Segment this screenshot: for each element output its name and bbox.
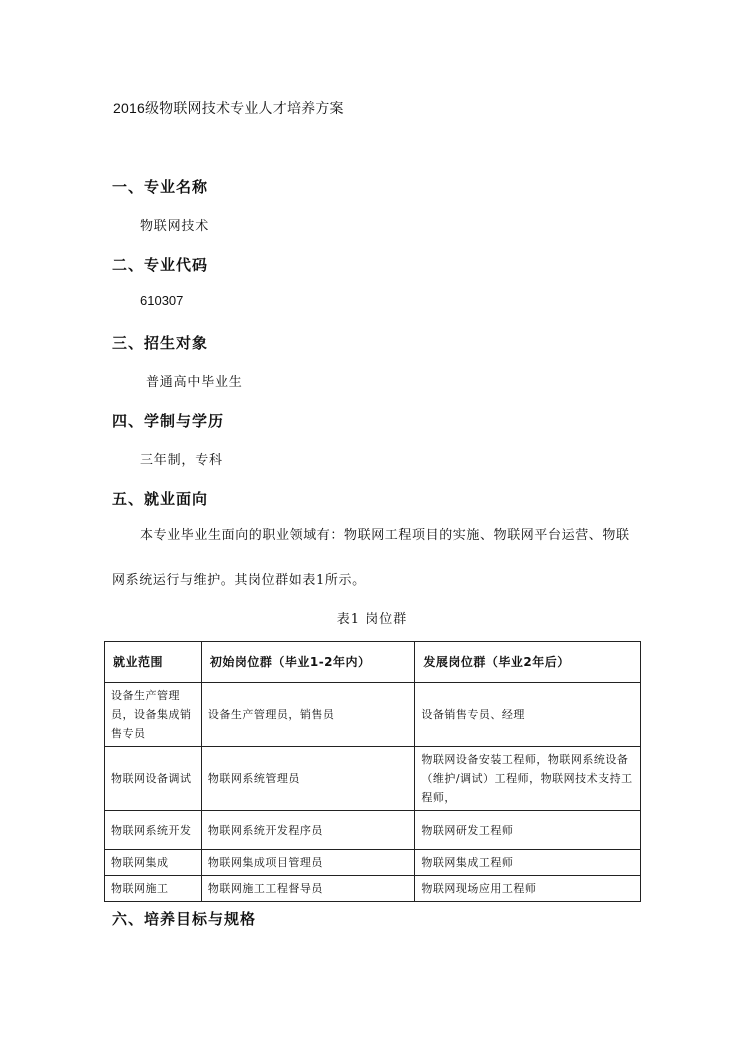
table-cell: 物联网现场应用工程师 — [415, 876, 641, 902]
section-heading-enrollment: 三、招生对象 — [112, 334, 209, 352]
table-cell: 物联网设备调试 — [105, 747, 202, 811]
table-row — [105, 811, 641, 850]
major-name-text: 物联网技术 — [140, 219, 210, 234]
table-cell: 物联网系统开发程序员 — [201, 811, 415, 850]
enrollment-text: 普通高中毕业生 — [146, 375, 243, 390]
table-cell: 设备生产管理员，销售员 — [201, 683, 415, 747]
table-row — [105, 876, 641, 902]
table-row — [105, 850, 641, 876]
job-group-table — [104, 641, 641, 902]
header-development-positions: 发展岗位群（毕业2年后） — [415, 642, 641, 683]
section-heading-duration: 四、学制与学历 — [112, 412, 225, 430]
table-row — [105, 747, 641, 811]
table-cell: 设备生产管理员，设备集成销售专员 — [105, 683, 202, 747]
section-heading-employment: 五、就业面向 — [112, 490, 209, 508]
table-cell: 物联网集成项目管理员 — [201, 850, 415, 876]
table-header-row — [105, 642, 641, 683]
employment-paragraph: 本专业毕业生面向的职业领域有：物联网工程项目的实施、物联网平台运营、物联网系统运行与维护。其岗位群如表1所示。 — [112, 528, 630, 588]
major-code-text: 610307 — [140, 293, 184, 308]
table-cell: 物联网集成 — [105, 850, 202, 876]
table-cell: 物联网系统开发 — [105, 811, 202, 850]
table-cell: 物联网设备安装工程师，物联网系统设备（维护/调试）工程师，物联网技术支持工程师， — [415, 747, 641, 811]
table-cell: 物联网研发工程师 — [415, 811, 641, 850]
section-heading-major-name: 一、专业名称 — [112, 178, 209, 196]
table-caption: 表1 岗位群 — [336, 612, 408, 627]
table-cell: 设备销售专员、经理 — [415, 683, 641, 747]
duration-text: 三年制，专科 — [140, 453, 223, 468]
header-employment-scope: 就业范围 — [105, 642, 202, 683]
table-cell: 物联网施工工程督导员 — [201, 876, 415, 902]
document-title: 2016级物联网技术专业人才培养方案 — [113, 100, 344, 116]
section-heading-major-code: 二、专业代码 — [112, 256, 209, 274]
table-row — [105, 683, 641, 747]
table-cell: 物联网施工 — [105, 876, 202, 902]
table-cell: 物联网系统管理员 — [201, 747, 415, 811]
section-heading-training-goals: 六、培养目标与规格 — [112, 910, 257, 928]
header-initial-positions: 初始岗位群（毕业1-2年内） — [201, 642, 415, 683]
table-cell: 物联网集成工程师 — [415, 850, 641, 876]
